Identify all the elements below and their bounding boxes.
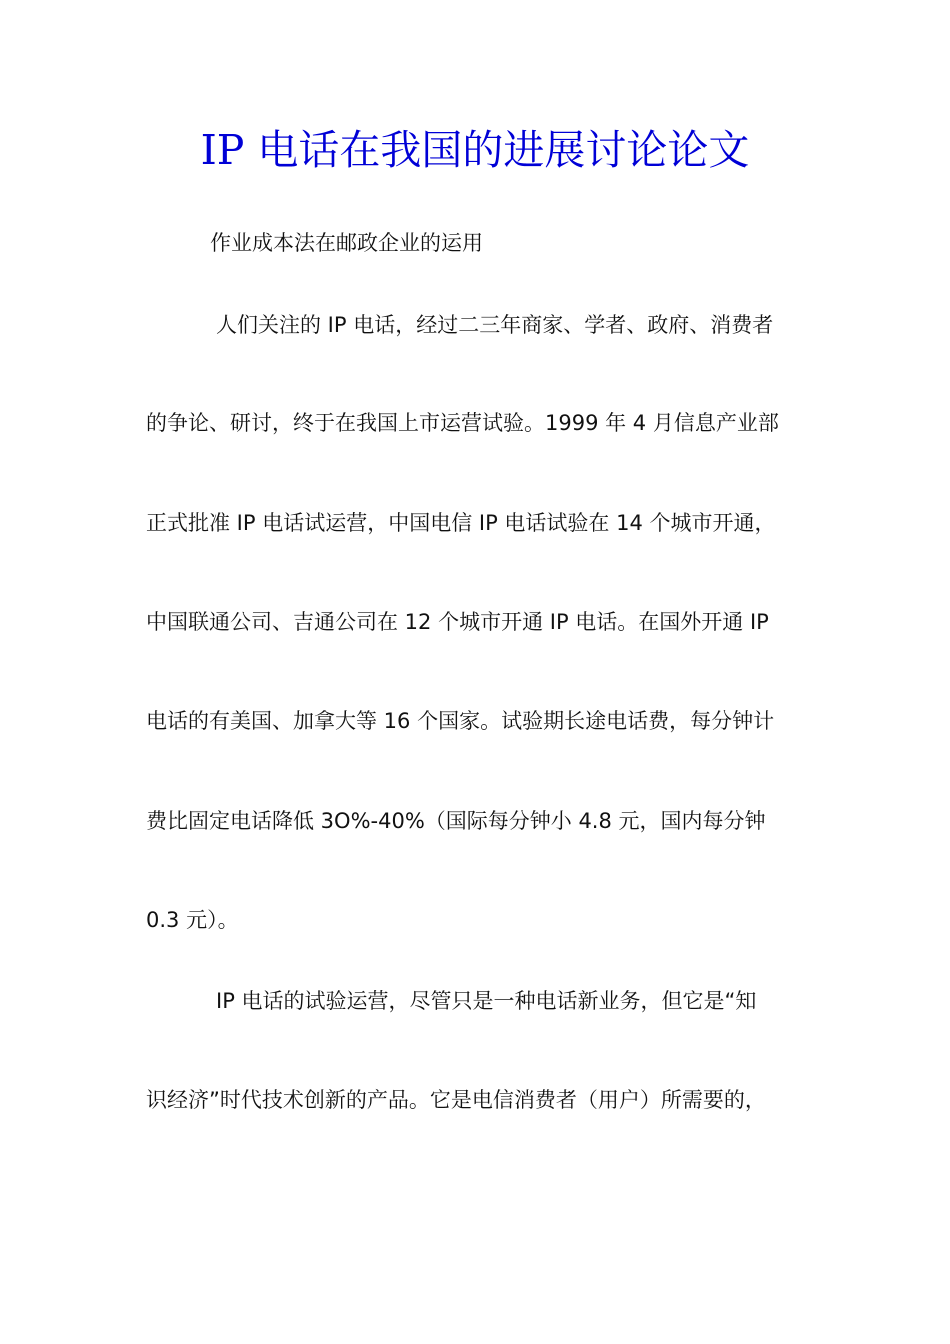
paragraph-1-line-2: 的争论、研讨，终于在我国上市运营试验。1999 年 4 月信息产业部 bbox=[146, 411, 779, 435]
document-subtitle: 作业成本法在邮政企业的运用 bbox=[210, 231, 483, 255]
paragraph-1-line-5: 电话的有美国、加拿大等 16 个国家。试验期长途电话费，每分钟计 bbox=[146, 709, 775, 733]
paragraph-1-line-1: 人们关注的 IP 电话，经过二三年商家、学者、政府、消费者 bbox=[216, 313, 774, 337]
paragraph-1-line-3: 正式批准 IP 电话试运营，中国电信 IP 电话试验在 14 个城市开通， bbox=[146, 511, 776, 535]
paragraph-1-line-4: 中国联通公司、吉通公司在 12 个城市开通 IP 电话。在国外开通 IP bbox=[146, 610, 769, 634]
document-title: IP 电话在我国的进展讨论论文 bbox=[200, 126, 750, 174]
paragraph-2-line-2: 识经济”时代技术创新的产品。它是电信消费者（用户）所需要的， bbox=[146, 1088, 766, 1112]
paragraph-2-line-1: IP 电话的试验运营，尽管只是一种电话新业务，但它是“知 bbox=[216, 989, 757, 1013]
paragraph-1-line-6: 费比固定电话降低 3O%-40%（国际每分钟小 4.8 元，国内每分钟 bbox=[146, 809, 766, 833]
paragraph-1-line-7: 0.3 元）。 bbox=[146, 908, 239, 932]
